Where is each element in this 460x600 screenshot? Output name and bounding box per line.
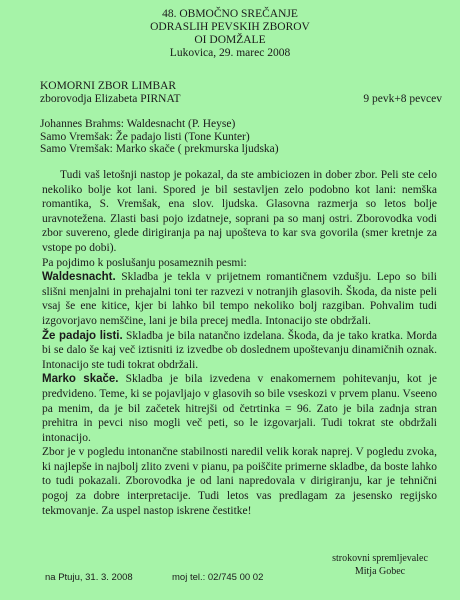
event-organizer: OI DOMŽALE [194,34,266,46]
signature-role: strokovni spremljevalec [332,553,428,564]
song-review-waldesnacht [42,270,437,328]
song-review-marko-skace [42,372,437,445]
signature-name: Mitja Gobec [354,566,406,577]
song-title: Že padajo listi. [42,329,123,342]
choir-name: KOMORNI ZBOR LIMBAR [40,80,177,92]
footer-phone: moj tel.: 02/745 00 02 [172,572,264,583]
event-place-date: Lukovica, 29. marec 2008 [169,47,291,59]
choir-members: 9 pevk+8 pevcev [363,93,442,105]
review-body [42,168,437,518]
event-subtitle: ODRASLIH PEVSKIH ZBOROV [150,21,310,33]
review-lead: Pa pojdimo k poslušanju posameznih pesmi: [42,256,247,269]
song-title: Waldesnacht. [42,271,116,284]
song-comment: Skladba je tekla v prijetnem romantičnem vzdušju. Lepo so bili slišni menjalni in prehajalni toni ter razvezi v notranjih glasovih. Škoda, da niste peli vsaj še ene kitice, kjer bi lahko bil tempo nekoliko bolj razgiban. Pohvalim tudi izgovorjavo nemščine, lani je bila precej medla. Intonacijo ste obdržali. [42,271,437,327]
song-comment: Skladba je bila natančno izdelana. Škoda, da je tako kratka. Morda bi se dalo še kaj več iztisniti iz izvedbe ob doslednem upoštevanju dinamičnih oznak. Intonacijo ste tudi tokrat obdržali. [42,329,437,371]
program-list [40,118,279,156]
song-review-ze-padajo-listi [42,329,437,373]
signature-block [310,552,450,578]
program-item: Johannes Brahms: Waldesnacht (P. Heyse) [40,118,236,130]
program-item: Samo Vremšak: Marko skače ( prekmurska ljudska) [40,143,279,155]
event-header [0,8,460,60]
choir-info [40,80,442,106]
song-comment: Skladba je bila izvedena v enakomernem pohitevanju, kot je predvideno. Teme, ki se pojavljajo v glasovih so bile vseskozi v prvem planu. Vseeno pa menim, da je bil začetek hitrejši od četrtinka = 96. Zato je bila zadnja stran prehitra in pevci niso mogli več peti, so le izgovarjali. Tudi tokrat ste obdržali intonacijo. [42,373,437,444]
program-item: Samo Vremšak: Že padajo listi (Tone Kunter) [40,130,250,143]
choir-conductor: zborovodja Elizabeta PIRNAT [40,93,181,105]
footer-place-date: na Ptuju, 31. 3. 2008 [45,572,133,583]
review-intro: Tudi vaš letošnji nastop je pokazal, da ste ambiciozen in dober zbor. Peli ste celo nekoliko bolje kot lani. Spored je bil sestavljen zelo podobno kot lani: nemška romantika, S. Vremšak, ena slov. ljudska. Glasovna razmerja so letos bolje uravnotežena. Zlasti basi pojo izdatneje, soprani pa so manj ostri. Zborovodka vodi zbor suvereno, glede dirigiranja pa naj upošteva to kar sva govorila (smer kretnje za vstope po dobi). [42,169,437,254]
song-title: Marko skače. [42,373,119,386]
review-closing: Zbor je v pogledu intonančne stabilnosti naredil velik korak naprej. V pogledu zvoka, ki najlepše in najbolj zlito zveni v pianu, pa poiščite primerne skladbe, da boste lahko to tudi pokazali. Zborovodka je od lani napredovala v dirigiranju, kar je tehnični pogoj za dobre interpretacije. Tudi letos vas predlagam za jesensko regijsko tekmovanje. Za uspel nastop iskrene čestitke! [42,446,437,517]
event-title: 48. OBMOČNO SREČANJE [162,8,298,20]
